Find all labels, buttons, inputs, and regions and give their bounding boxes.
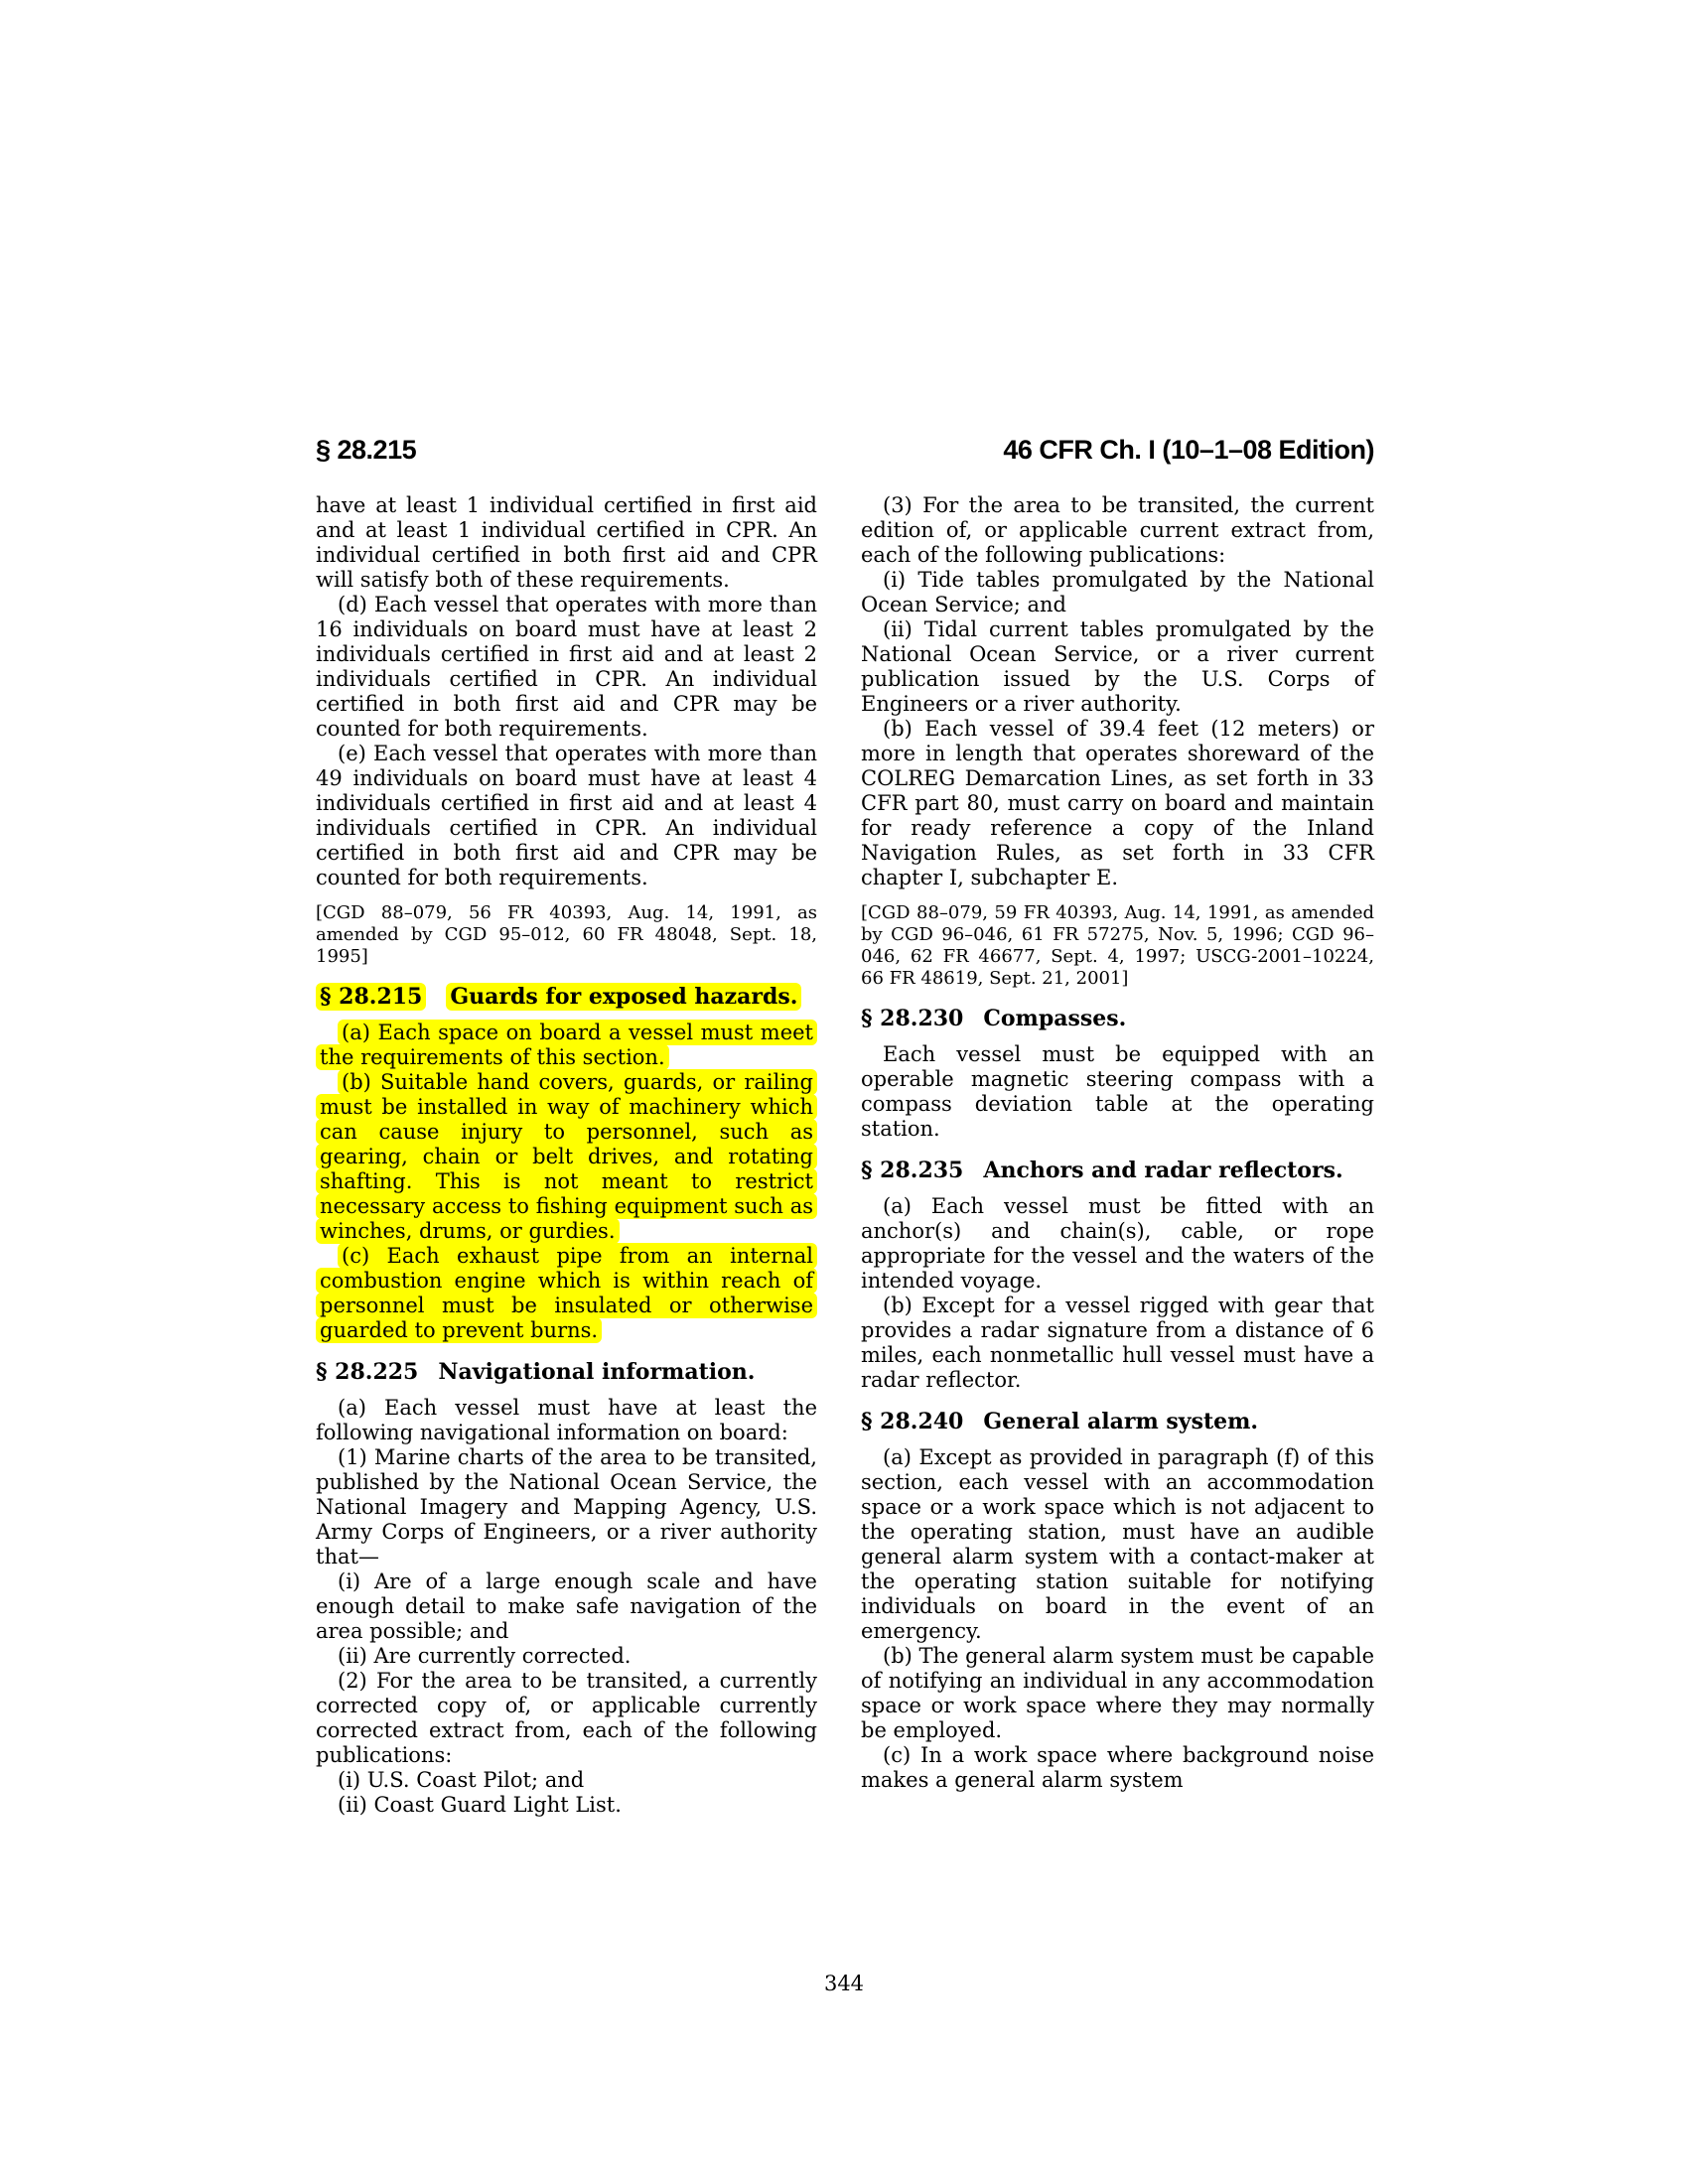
running-head-section: § 28.215 — [316, 435, 417, 465]
body-paragraph: (i) Are of a large enough scale and have enough detail to make safe navigation of the area possible; and — [316, 1570, 817, 1643]
body-paragraph: (1) Marine charts of the area to be transited, published by the National Ocean Service, the National Imagery and Mapping Agency, U.S. Army Corps of Engineers, or a river authority that— — [316, 1445, 817, 1569]
body-paragraph: (c) In a work space where background noise makes a general alarm system — [861, 1743, 1374, 1792]
amendment-citation: [CGD 88–079, 56 FR 40393, Aug. 14, 1991, as amended by CGD 95–012, 60 FR 48048, Sept. 18, 1995] — [316, 902, 817, 967]
section-heading — [861, 1006, 1374, 1032]
running-head-edition: 46 CFR Ch. I (10–1–08 Edition) — [1003, 435, 1374, 465]
body-paragraph — [316, 1070, 817, 1244]
body-paragraph: (ii) Are currently corrected. — [338, 1644, 632, 1668]
section-title: Anchors and radar reflectors. — [983, 1158, 1343, 1183]
two-column-body — [316, 493, 1374, 1818]
section-number: § 28.225 — [316, 1359, 419, 1385]
section-title: Navigational information. — [438, 1359, 756, 1385]
body-paragraph — [316, 1244, 817, 1343]
body-paragraph: (b) The general alarm system must be capable of notifying an individual in any accommodation space or work space where they may normally be employed. — [861, 1644, 1374, 1742]
body-paragraph: (a) Except as provided in paragraph (f) of this section, each vessel with an accommodation space or a work space which is not adjacent to the operating station, must have an audible general alarm system with a contact-maker at the operating station suitable for notifying individuals on board in the event of an emergency. — [861, 1445, 1374, 1643]
section-number: § 28.240 — [861, 1409, 964, 1434]
body-paragraph: (b) Each vessel of 39.4 feet (12 meters) or more in length that operates shoreward of the COLREG Demarcation Lines, as set forth in 33 CFR part 80, must carry on board and maintain for ready reference a copy of the Inland Navigation Rules, as set forth in 33 CFR chapter I, subchapter E. — [861, 717, 1374, 889]
body-paragraph: (ii) Tidal current tables promulgated by the National Ocean Service, or a river current publication issued by the U.S. Corps of Engineers or a river authority. — [861, 617, 1374, 716]
highlighted-text: (a) Each space on board a vessel must meet the requirements of this section. — [316, 1020, 817, 1070]
page-sheet — [316, 435, 1374, 1818]
body-paragraph: (2) For the area to be transited, a currently corrected copy of, or applicable currently corrected extract from, each of the following publications: — [316, 1669, 817, 1767]
body-paragraph: (b) Except for a vessel rigged with gear that provides a radar signature from a distance of 6 miles, each nonmetallic hull vessel must have a radar reflector. — [861, 1294, 1374, 1392]
right-column — [861, 493, 1374, 1818]
section-number: § 28.230 — [861, 1006, 964, 1031]
body-paragraph: (a) Each vessel must be fitted with an anchor(s) and chain(s), cable, or rope appropriate for the vessel and the waters of the intended voyage. — [861, 1194, 1374, 1293]
highlighted-text: (c) Each exhaust pipe from an internal combustion engine which is within reach of personnel must be insulated or otherwise guarded to prevent burns. — [316, 1243, 817, 1343]
section-heading — [861, 1158, 1374, 1184]
section-heading — [316, 1359, 817, 1386]
running-head — [316, 435, 1374, 466]
page-number: 344 — [823, 1972, 865, 1995]
body-paragraph: Each vessel must be equipped with an operable magnetic steering compass with a compass deviation table at the operating station. — [861, 1042, 1374, 1141]
section-title: Guards for exposed hazards. — [446, 983, 801, 1011]
section-title: Compasses. — [983, 1006, 1127, 1031]
section-number: § 28.235 — [861, 1158, 964, 1183]
body-paragraph: (d) Each vessel that operates with more than 16 individuals on board must have at least 2 individuals certified in first aid and at least 2 individuals certified in CPR. An individual certified in both first aid and CPR may be counted for both requirements. — [316, 593, 817, 741]
body-paragraph: (i) U.S. Coast Pilot; and — [338, 1768, 585, 1792]
section-heading — [316, 984, 817, 1011]
body-paragraph: (a) Each vessel must have at least the following navigational information on board: — [316, 1396, 817, 1444]
section-number: § 28.215 — [316, 983, 426, 1011]
left-column — [316, 493, 817, 1818]
body-paragraph: (ii) Coast Guard Light List. — [338, 1793, 622, 1817]
body-paragraph — [316, 1021, 817, 1070]
highlighted-text: (b) Suitable hand covers, guards, or railing must be installed in way of machinery which can cause injury to personnel, such as gearing, chain or belt drives, and rotating shafting. This is not meant to restrict necessary access to fishing equipment such as winches, drums, or gurdies. — [316, 1069, 817, 1244]
body-paragraph: have at least 1 individual certified in first aid and at least 1 individual certified in CPR. An individual certified in both first aid and CPR will satisfy both of these requirements. — [316, 493, 817, 592]
section-heading — [861, 1409, 1374, 1435]
body-paragraph: (3) For the area to be transited, the current edition of, or applicable current extract from, each of the following publications: — [861, 493, 1374, 567]
amendment-citation: [CGD 88–079, 59 FR 40393, Aug. 14, 1991, as amended by CGD 96–046, 61 FR 57275, Nov. 5, 1996; CGD 96–046, 62 FR 46677, Sept. 4, 1997; USCG-2001–10224, 66 FR 48619, Sept. 21, 2001] — [861, 902, 1374, 989]
body-paragraph: (i) Tide tables promulgated by the National Ocean Service; and — [861, 568, 1374, 616]
section-title: General alarm system. — [983, 1409, 1259, 1434]
body-paragraph: (e) Each vessel that operates with more than 49 individuals on board must have at least 4 individuals certified in first aid and at least 4 individuals certified in CPR. An individual certified in both first aid and CPR may be counted for both requirements. — [316, 742, 817, 889]
